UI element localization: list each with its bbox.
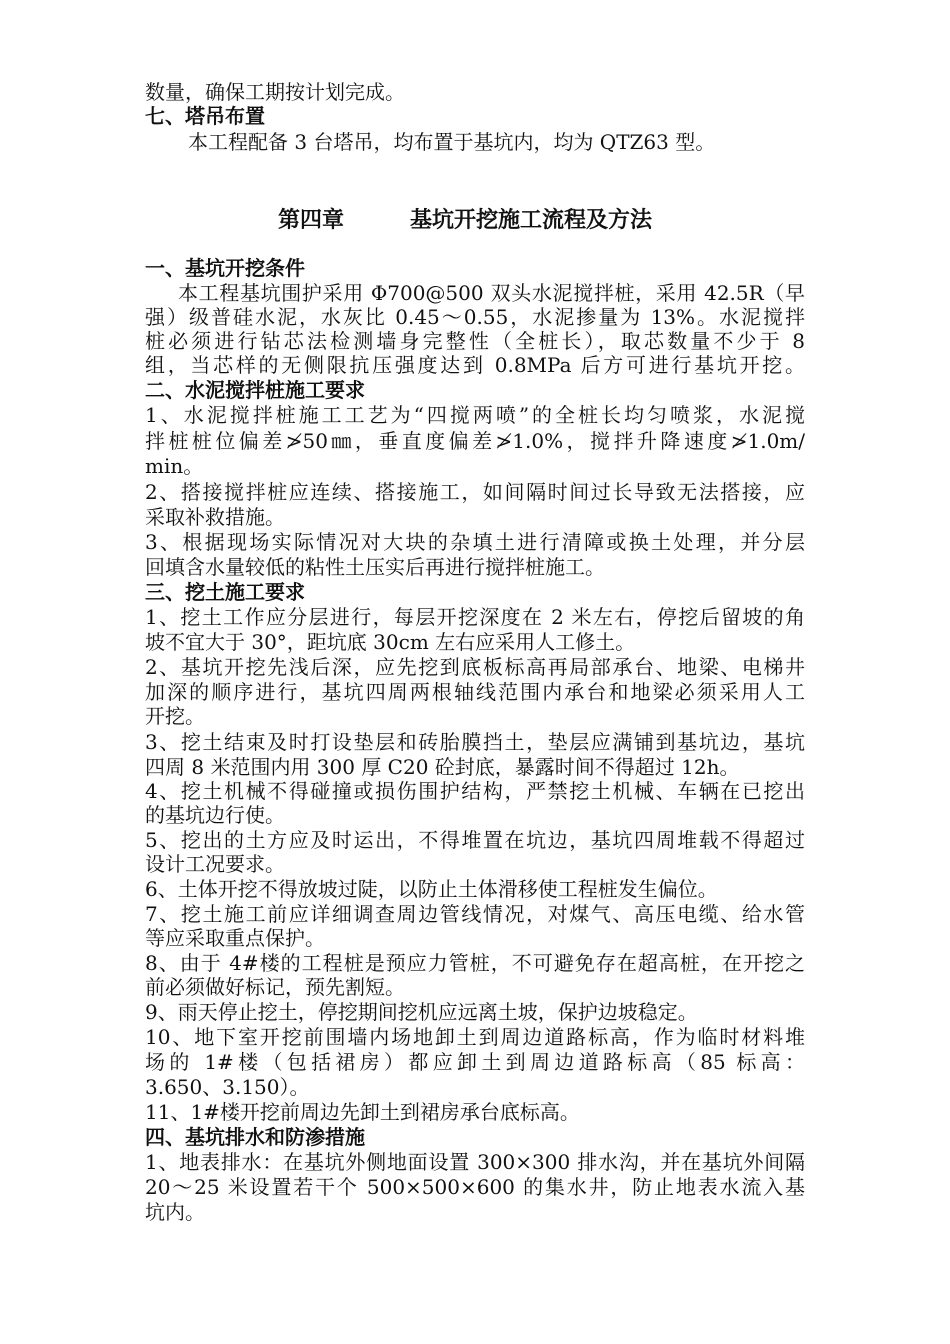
section-heading-excavation-conditions: 一、基坑开挖条件 <box>145 256 305 280</box>
paragraph-line: 6、土体开挖不得放坡过陡，以防止土体滑移使工程桩发生偏位。 <box>145 877 718 901</box>
paragraph-line: 开挖。 <box>145 704 205 728</box>
paragraph-line: 2、基坑开挖先浅后深，应先挖到底板标高再局部承台、地梁、电梯井 <box>145 655 805 679</box>
paragraph-line: 1、挖土工作应分层进行，每层开挖深度在 2 米左右，停挖后留坡的角 <box>145 605 805 629</box>
paragraph-line: 等应采取重点保护。 <box>145 926 325 950</box>
paragraph-line: 8、由于 4#楼的工程桩是预应力管桩，不可避免存在超高桩，在开挖之 <box>145 951 805 975</box>
paragraph-line: 设计工况要求。 <box>145 852 285 876</box>
paragraph-line: 组，当芯样的无侧限抗压强度达到 0.8MPa 后方可进行基坑开挖。 <box>145 353 805 377</box>
chapter-heading <box>0 203 950 233</box>
chapter-title: 基坑开挖施工流程及方法 <box>410 208 653 233</box>
paragraph-line: 坡不宜大于 30°，距坑底 30cm 左右应采用人工修土。 <box>145 630 636 654</box>
section-heading-mixing-pile: 二、水泥搅拌桩施工要求 <box>145 378 365 402</box>
paragraph-line: 采取补救措施。 <box>145 505 285 529</box>
paragraph-line: 11、1#楼开挖前周边先卸土到裙房承台底标高。 <box>145 1100 580 1124</box>
paragraph-line: 20～25 米设置若干个 500×500×600 的集水井，防止地表水流入基 <box>145 1175 805 1199</box>
paragraph-line: 2、搭接搅拌桩应连续、搭接施工，如间隔时间过长导致无法搭接，应 <box>145 480 805 504</box>
paragraph-line: 4、挖土机械不得碰撞或损伤围护结构，严禁挖土机械、车辆在已挖出 <box>145 779 805 803</box>
paragraph-line: 9、雨天停止挖土，停挖期间挖机应远离土坡，保护边坡稳定。 <box>145 1000 698 1024</box>
paragraph-line: 1、地表排水：在基坑外侧地面设置 300×300 排水沟，并在基坑外间隔 <box>145 1150 805 1174</box>
paragraph-line: 5、挖出的土方应及时运出，不得堆置在坑边，基坑四周堆载不得超过 <box>145 828 805 852</box>
paragraph-line: 拌桩桩位偏差≯50㎜，垂直度偏差≯1.0%，搅拌升降速度≯1.0m/ <box>145 429 805 453</box>
paragraph-line: 的基坑边行使。 <box>145 803 285 827</box>
paragraph-line: 坑内。 <box>145 1200 205 1224</box>
paragraph-line: min。 <box>145 454 204 478</box>
paragraph-line: 回填含水量较低的粘性土压实后再进行搅拌桩施工。 <box>145 555 605 579</box>
paragraph-line: 3、根据现场实际情况对大块的杂填土进行清障或换土处理，并分层 <box>145 530 805 554</box>
paragraph-line: 前必须做好标记，预先割短。 <box>145 975 405 999</box>
paragraph-line: 10、地下室开挖前围墙内场地卸土到周边道路标高，作为临时材料堆 <box>145 1025 805 1049</box>
section-heading-drainage: 四、基坑排水和防渗措施 <box>145 1125 365 1149</box>
paragraph-line: 数量，确保工期按计划完成。 <box>145 80 405 104</box>
section-heading-earthwork: 三、挖土施工要求 <box>145 580 305 604</box>
paragraph-line: 强）级普硅水泥，水灰比 0.45～0.55，水泥掺量为 13%。水泥搅拌 <box>145 305 805 329</box>
paragraph-line: 3、挖土结束及时打设垫层和砖胎膜挡土，垫层应满铺到基坑边，基坑 <box>145 730 805 754</box>
paragraph-line: 3.650、3.150）。 <box>145 1075 310 1099</box>
paragraph-line: 本工程基坑围护采用 Φ700@500 双头水泥搅拌桩，采用 42.5R（早 <box>178 281 805 305</box>
section-heading-tower-crane: 七、塔吊布置 <box>145 104 265 128</box>
paragraph-line: 四周 8 米范围内用 300 厚 C20 砼封底，暴露时间不得超过 12h。 <box>145 755 740 779</box>
paragraph-line: 1、水泥搅拌桩施工工艺为“四搅两喷”的全桩长均匀喷浆，水泥搅 <box>145 403 805 427</box>
paragraph-line: 桩必须进行钻芯法检测墙身完整性（全桩长），取芯数量不少于 8 <box>145 329 805 353</box>
paragraph-line: 本工程配备 3 台塔吊，均布置于基坑内，均为 QTZ63 型。 <box>188 130 716 154</box>
chapter-number: 第四章 <box>278 208 345 233</box>
paragraph-line: 7、挖土施工前应详细调查周边管线情况，对煤气、高压电缆、给水管 <box>145 902 805 926</box>
paragraph-line: 场的 1#楼（包括裙房）都应卸土到周边道路标高（85 标高： <box>145 1050 805 1074</box>
paragraph-line: 加深的顺序进行，基坑四周两根轴线范围内承台和地梁必须采用人工 <box>145 680 805 704</box>
